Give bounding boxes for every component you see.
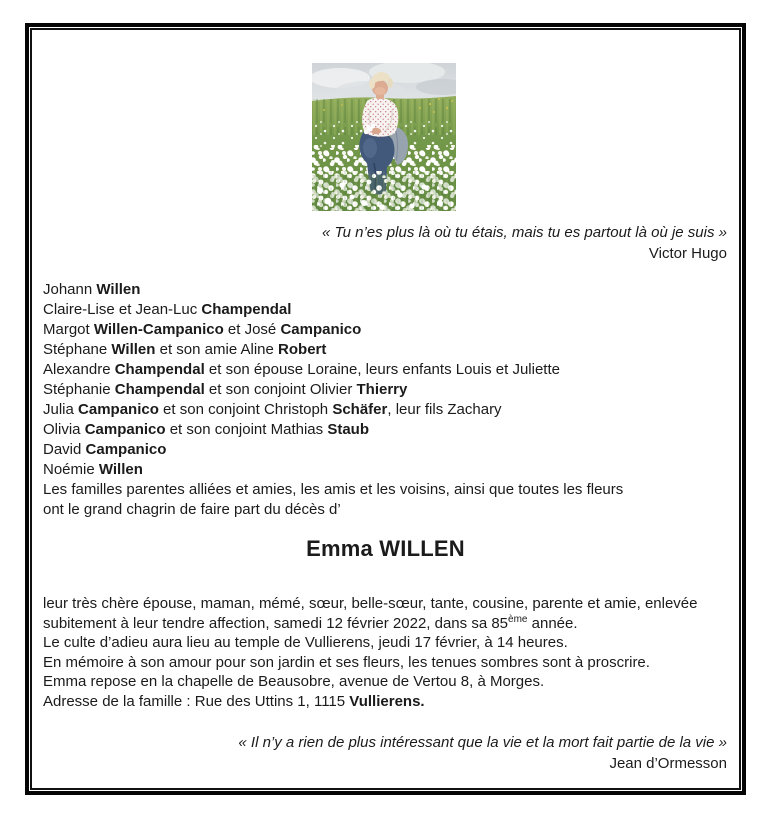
- family-list: [43, 280, 728, 520]
- body-line: Emma repose en la chapelle de Beausobre, avenue de Vertou 8, à Morges.: [43, 673, 545, 690]
- family-line: Olivia Campanico et son conjoint Mathias Staub: [43, 421, 369, 438]
- body-line: leur très chère épouse, maman, mémé, sœur, belle-sœur, tante, cousine, parente et amie, enlevée: [43, 595, 698, 612]
- outer-frame: [25, 23, 746, 795]
- family-line: Stéphanie Champendal et son conjoint Olivier Thierry: [43, 381, 408, 398]
- inner-frame: [30, 28, 741, 790]
- top-quote: [52, 222, 727, 264]
- bottom-quote-author: Jean d’Ormesson: [609, 755, 727, 772]
- family-line: Claire-Lise et Jean-Luc Champendal: [43, 301, 292, 318]
- family-line: David Campanico: [43, 441, 167, 458]
- bottom-quote-text: « Il n’y a rien de plus intéressant que la vie et la mort fait partie de la vie »: [238, 734, 727, 751]
- top-quote-author: Victor Hugo: [648, 245, 727, 262]
- top-quote-text: « Tu n’es plus là où tu étais, mais tu es partout là où je suis »: [322, 224, 727, 241]
- family-line: Margot Willen-Campanico et José Campanico: [43, 321, 362, 338]
- family-line: Les familles parentes alliées et amies, les amis et les voisins, ainsi que toutes les fleurs: [43, 481, 624, 498]
- family-line: Johann Willen: [43, 281, 141, 298]
- family-line: Alexandre Champendal et son épouse Loraine, leurs enfants Louis et Juliette: [43, 361, 560, 378]
- family-line: Noémie Willen: [43, 461, 143, 478]
- announcement-body: [43, 594, 728, 711]
- body-line: Adresse de la famille : Rue des Uttins 1, 1115 Vullierens.: [43, 692, 425, 710]
- family-line: Julia Campanico et son conjoint Christoph Schäfer, leur fils Zachary: [43, 401, 502, 418]
- family-line: ont le grand chagrin de faire part du décès d’: [43, 501, 341, 518]
- bottom-quote: [52, 732, 727, 774]
- body-line: subitement à leur tendre affection, samedi 12 février 2022, dans sa 85ème année.: [43, 613, 578, 632]
- portrait-photo: [312, 63, 456, 211]
- foreground-flowers: [312, 171, 456, 211]
- deceased-name: Emma WILLEN: [306, 536, 465, 561]
- body-line: Le culte d’adieu aura lieu au temple de Vullierens, jeudi 17 février, à 14 heures.: [43, 634, 568, 651]
- family-line: Stéphane Willen et son amie Aline Robert: [43, 341, 327, 358]
- portrait-photo-image: [312, 63, 456, 211]
- body-line: En mémoire à son amour pour son jardin et ses fleurs, les tenues sombres sont à proscrire.: [43, 653, 650, 671]
